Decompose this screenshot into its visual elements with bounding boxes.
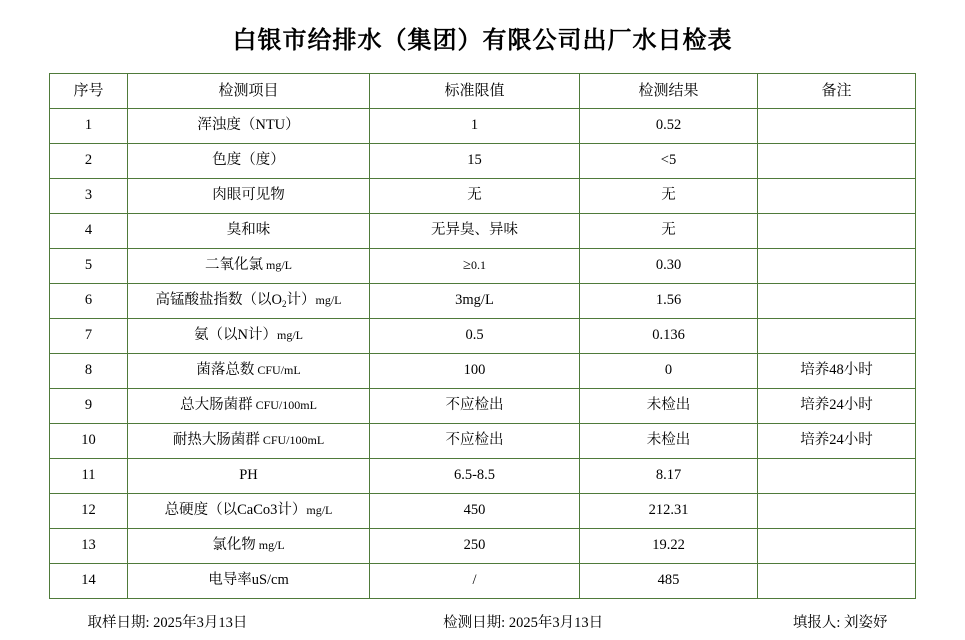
cell-no: 8 xyxy=(50,354,128,389)
cell-no: 10 xyxy=(50,424,128,459)
cell-item: 总硬度（以CaCo3计）mg/L xyxy=(128,494,370,529)
cell-result: 485 xyxy=(580,564,758,599)
cell-limit: 15 xyxy=(370,144,580,179)
column-header-note: 备注 xyxy=(758,74,916,109)
table-header xyxy=(50,74,916,109)
water-quality-table xyxy=(49,73,916,599)
cell-item: 臭和味 xyxy=(128,214,370,249)
cell-item: 二氧化氯 mg/L xyxy=(128,249,370,284)
table-row xyxy=(50,389,916,424)
cell-no: 6 xyxy=(50,284,128,319)
cell-item: 肉眼可见物 xyxy=(128,179,370,214)
cell-item: 氨（以N计）mg/L xyxy=(128,319,370,354)
cell-result: 212.31 xyxy=(580,494,758,529)
cell-no: 12 xyxy=(50,494,128,529)
reporter-group xyxy=(793,611,916,632)
cell-note: 培养24小时 xyxy=(758,424,916,459)
column-header-no: 序号 xyxy=(50,74,128,109)
cell-limit: 450 xyxy=(370,494,580,529)
cell-limit: 无异臭、异味 xyxy=(370,214,580,249)
column-header-result: 检测结果 xyxy=(580,74,758,109)
page-title: 白银市给排水（集团）有限公司出厂水日检表 xyxy=(232,28,733,54)
cell-no: 7 xyxy=(50,319,128,354)
table-row xyxy=(50,529,916,564)
sampling-date-value: 2025年3月13日 xyxy=(153,615,248,631)
cell-no: 3 xyxy=(50,179,128,214)
table-header-row xyxy=(50,74,916,109)
table-row xyxy=(50,319,916,354)
cell-result: 0.30 xyxy=(580,249,758,284)
cell-limit: 100 xyxy=(370,354,580,389)
cell-item: 菌落总数 CFU/mL xyxy=(128,354,370,389)
cell-result: 1.56 xyxy=(580,284,758,319)
cell-limit: 1 xyxy=(370,109,580,144)
cell-item: PH xyxy=(128,459,370,494)
cell-limit: / xyxy=(370,564,580,599)
column-header-item: 检测项目 xyxy=(128,74,370,109)
table-row xyxy=(50,179,916,214)
cell-limit: 250 xyxy=(370,529,580,564)
cell-note xyxy=(758,459,916,494)
table-row xyxy=(50,564,916,599)
cell-no: 1 xyxy=(50,109,128,144)
cell-note xyxy=(758,249,916,284)
cell-note xyxy=(758,179,916,214)
cell-no: 2 xyxy=(50,144,128,179)
cell-limit: 不应检出 xyxy=(370,424,580,459)
cell-no: 13 xyxy=(50,529,128,564)
cell-no: 5 xyxy=(50,249,128,284)
cell-note xyxy=(758,319,916,354)
cell-no: 9 xyxy=(50,389,128,424)
table-row xyxy=(50,249,916,284)
cell-no: 11 xyxy=(50,459,128,494)
reporter-label: 填报人: xyxy=(792,615,841,631)
cell-item: 色度（度） xyxy=(128,144,370,179)
cell-result: 未检出 xyxy=(580,389,758,424)
cell-note xyxy=(758,564,916,599)
cell-item: 总大肠菌群 CFU/100mL xyxy=(128,389,370,424)
cell-no: 4 xyxy=(50,214,128,249)
cell-result: 0.52 xyxy=(580,109,758,144)
cell-result: 8.17 xyxy=(580,459,758,494)
testing-date-group xyxy=(437,611,603,632)
cell-note xyxy=(758,214,916,249)
table-row xyxy=(50,144,916,179)
cell-result: 无 xyxy=(580,214,758,249)
testing-date-value: 2025年3月13日 xyxy=(508,615,604,631)
sampling-date-group xyxy=(50,611,248,632)
testing-date-label: 检测日期: xyxy=(443,615,506,631)
cell-note xyxy=(758,529,916,564)
cell-result: <5 xyxy=(580,144,758,179)
cell-note: 培养48小时 xyxy=(758,354,916,389)
table-row xyxy=(50,424,916,459)
cell-item: 电导率uS/cm xyxy=(128,564,370,599)
cell-result: 0 xyxy=(580,354,758,389)
cell-limit: 0.5 xyxy=(370,319,580,354)
report-footer xyxy=(50,599,916,632)
cell-limit: 3mg/L xyxy=(370,284,580,319)
cell-item: 浑浊度（NTU） xyxy=(128,109,370,144)
cell-result: 19.22 xyxy=(580,529,758,564)
cell-no: 14 xyxy=(50,564,128,599)
cell-item: 氯化物 mg/L xyxy=(128,529,370,564)
cell-item: 高锰酸盐指数（以$O_2$计）mg/L xyxy=(128,284,370,319)
table-row xyxy=(50,214,916,249)
table-row xyxy=(50,109,916,144)
sampling-date-label: 取样日期: xyxy=(87,615,150,631)
cell-note: 培养24小时 xyxy=(758,389,916,424)
cell-note xyxy=(758,284,916,319)
cell-limit: 不应检出 xyxy=(370,389,580,424)
cell-note xyxy=(758,144,916,179)
table-row xyxy=(50,354,916,389)
cell-result: 0.136 xyxy=(580,319,758,354)
column-header-limit: 标准限值 xyxy=(370,74,580,109)
cell-result: 未检出 xyxy=(580,424,758,459)
table-row xyxy=(50,494,916,529)
cell-note xyxy=(758,109,916,144)
table-row xyxy=(50,284,916,319)
cell-limit: 6.5-8.5 xyxy=(370,459,580,494)
cell-note xyxy=(758,494,916,529)
cell-limit: 无 xyxy=(370,179,580,214)
cell-result: 无 xyxy=(580,179,758,214)
table-row xyxy=(50,459,916,494)
cell-item: 耐热大肠菌群 CFU/100mL xyxy=(128,424,370,459)
table-body xyxy=(50,109,916,599)
cell-limit: ≥0.1 xyxy=(370,249,580,284)
reporter-name: 刘姿妤 xyxy=(844,615,888,631)
